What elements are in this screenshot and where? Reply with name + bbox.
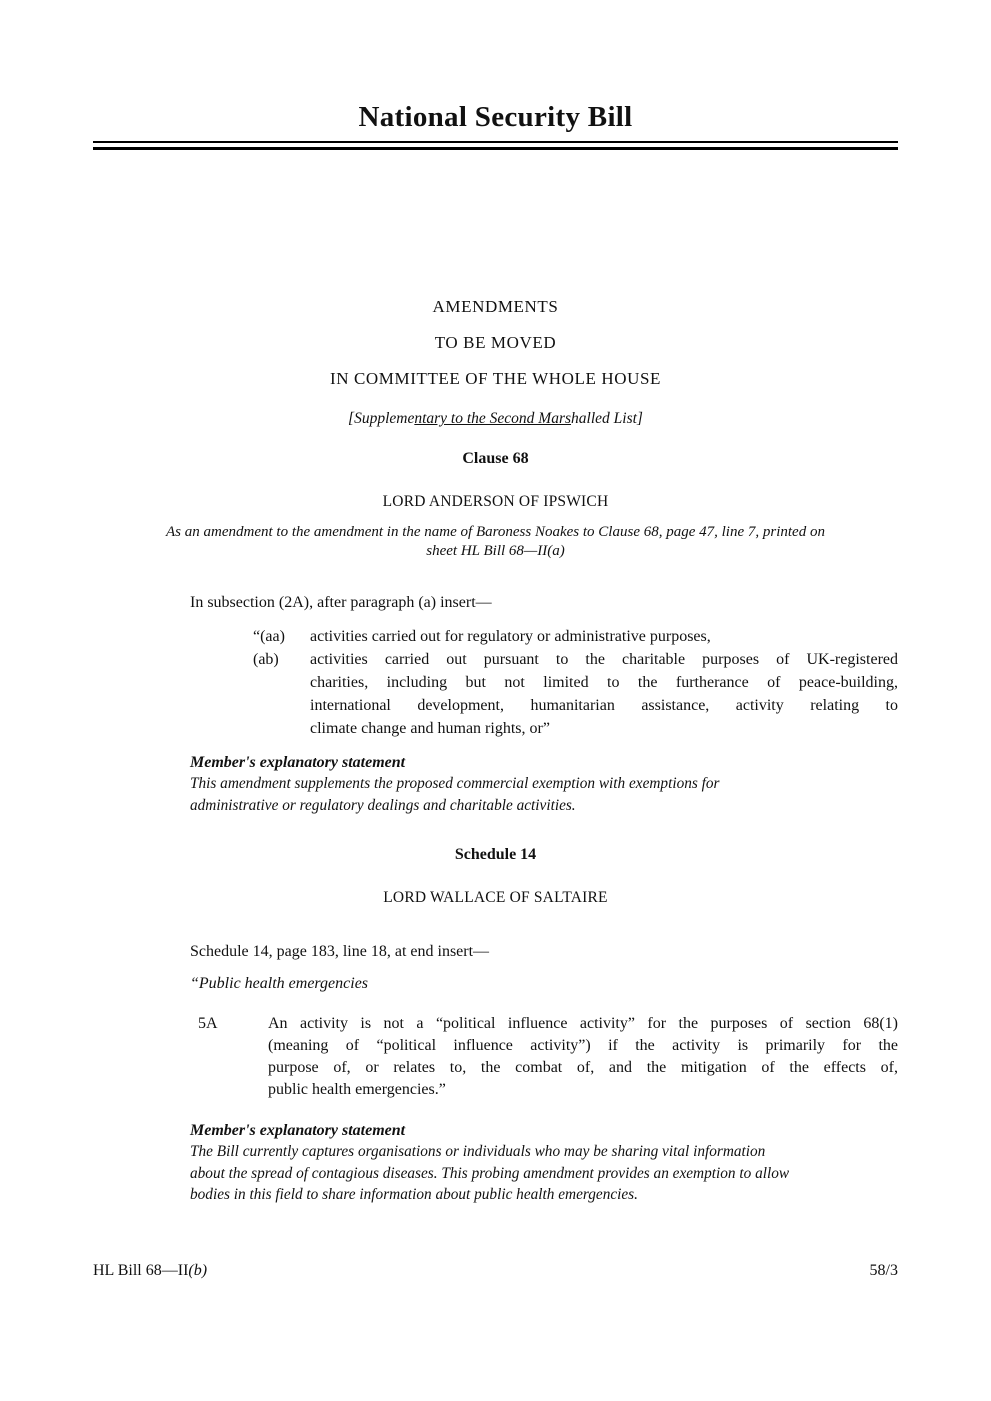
amendment-item-ab [253, 648, 898, 740]
footer-bill-reference: HL Bill 68—II(b) [93, 1262, 208, 1279]
marshalled-list-note [93, 409, 898, 429]
amendment-item-5a [198, 1013, 898, 1101]
amendment-preamble [93, 523, 898, 561]
heading-committee: IN COMMITTEE OF THE WHOLE HOUSE [329, 369, 662, 388]
explanatory-statement-clause68: Member's explanatory statement This amendment supplements the proposed commercial exemption with exemptions for administrative or regulatory dealings and charitable activities. [190, 752, 898, 816]
item-text-5a: An activity is not a “political influence activity” for the purposes of section 68(1) (meaning of “political influence activity”) if the activity is primarily for the purpose of, or relates to, the combat of, and the mitigation of the effects of, public health emergencies.” [268, 1015, 898, 1098]
schedule-14-heading: Schedule 14 [454, 846, 537, 863]
heading-to-be-moved: TO BE MOVED [434, 333, 557, 352]
explanatory-heading: Member's explanatory statement [190, 754, 406, 771]
title-rule [93, 141, 898, 150]
item-text-aa: activities carried out for regulatory or administrative purposes, [310, 628, 711, 645]
item-label-ab: (ab) [253, 651, 279, 668]
amendment-instruction: In subsection (2A), after paragraph (a) insert— [190, 594, 492, 611]
item-label-5a: 5A [198, 1015, 218, 1032]
heading-amendments: AMENDMENTS [432, 297, 559, 316]
subtitle-underlined: ntary to the Second Mars [414, 410, 572, 427]
explanatory-statement-schedule14: Member's explanatory statement The Bill currently captures organisations or individuals who may be sharing vital information about the spread of contagious diseases. This probing amendment provides an exemption to allow bodies in this field to share information about public health emergencies. [190, 1120, 898, 1206]
footer-sheet-number: 58/3 [869, 1262, 898, 1279]
subtitle-post: halled List] [571, 410, 643, 427]
member-name-anderson: LORD ANDERSON OF IPSWICH [382, 493, 609, 510]
preamble-line-1: As an amendment to the amendment in the name of Baroness Noakes to Clause 68, page 47, line 7, printed on [166, 524, 825, 540]
amendment-item-aa [253, 625, 898, 648]
item-label-aa: “(aa) [253, 628, 285, 645]
page-title: National Security Bill [358, 101, 633, 133]
schedule-instruction: Schedule 14, page 183, line 18, at end insert— [190, 943, 490, 960]
item-text-ab: activities carried out pursuant to the charitable purposes of UK-registered charities, including but not limited to the furtherance of peace-building, international development, humanitarian assistance, activity relating to climate change and human rights, or” [310, 651, 898, 737]
subtitle-pre: [Suppleme [348, 410, 415, 427]
member-name-wallace: LORD WALLACE OF SALTAIRE [383, 889, 608, 906]
preamble-line-2: sheet HL Bill 68—II(a) [426, 543, 565, 559]
page-footer [93, 1260, 898, 1281]
inserted-heading-public-health: “Public health emergencies [190, 975, 369, 992]
explanatory-heading: Member's explanatory statement [190, 1122, 406, 1139]
clause-68-heading: Clause 68 [462, 450, 529, 467]
